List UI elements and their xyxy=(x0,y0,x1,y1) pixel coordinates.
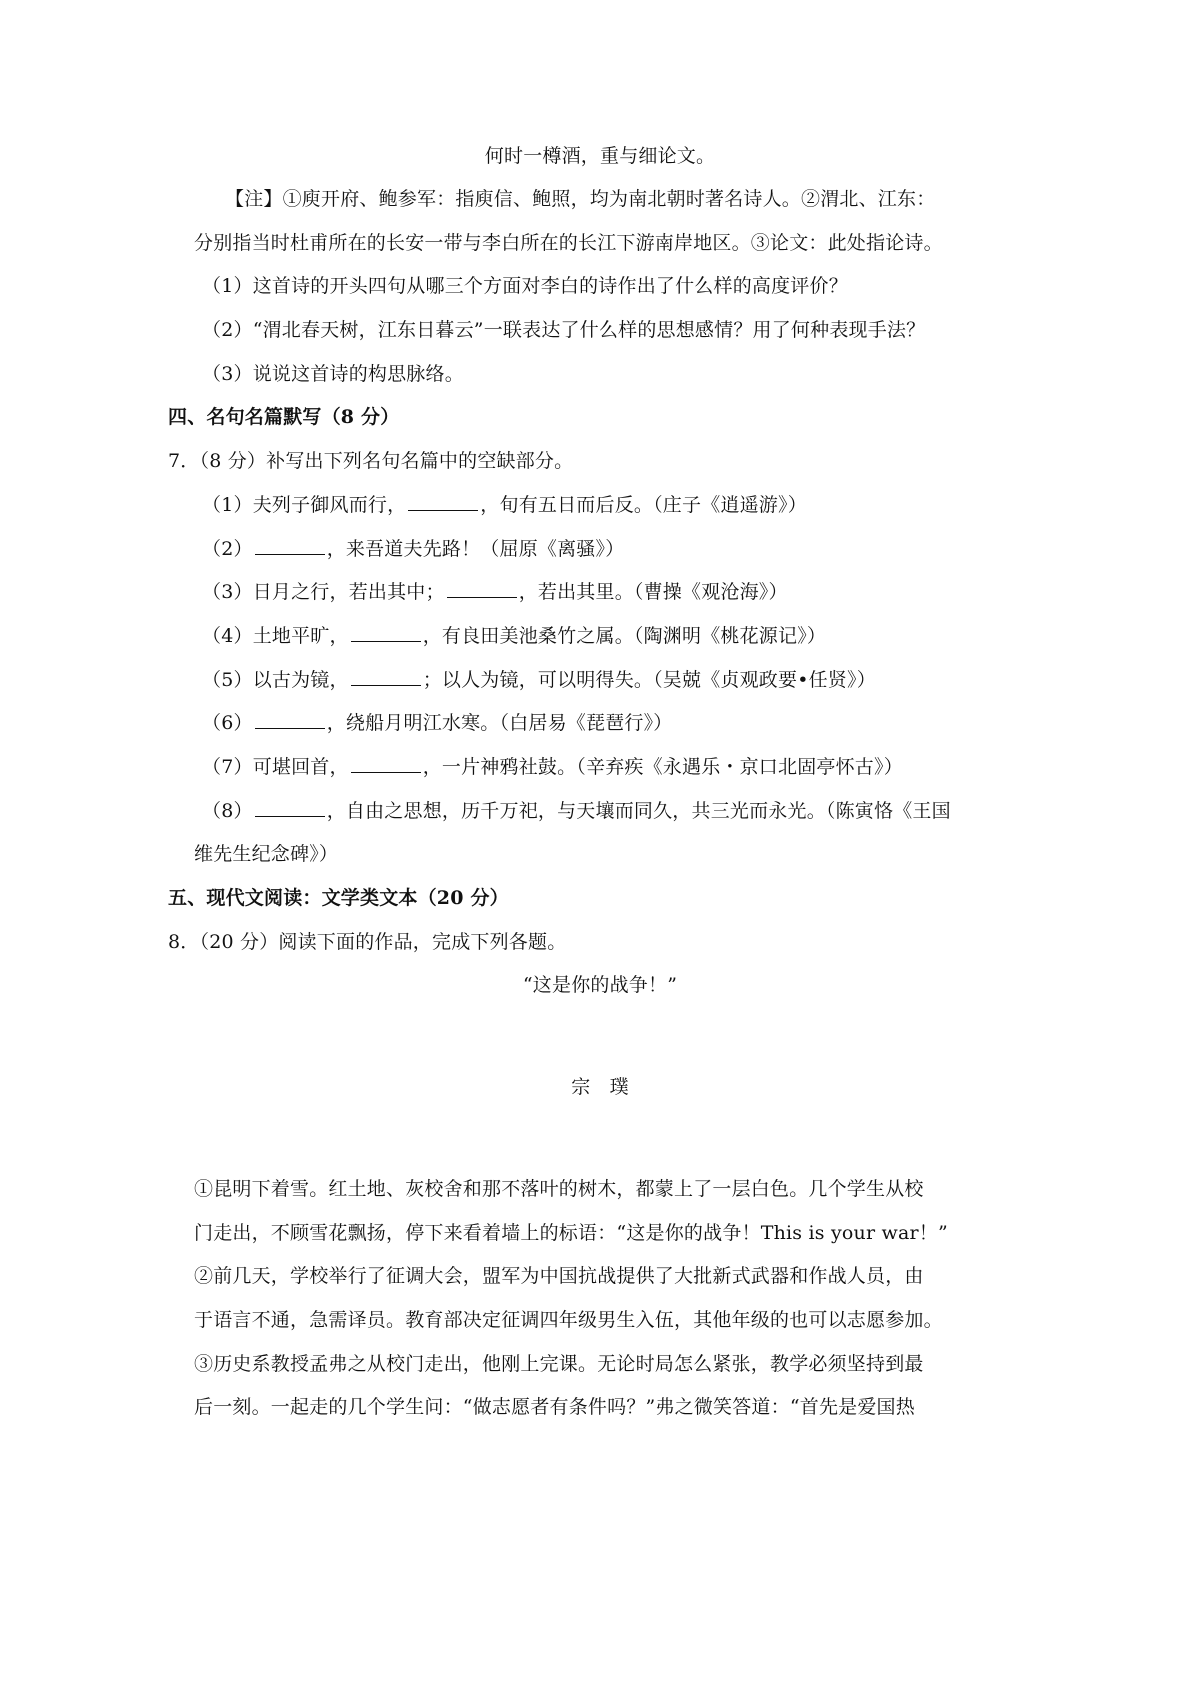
question-8-intro: 8．（20 分）阅读下面的作品，完成下列各题。 xyxy=(168,931,567,953)
poem-question-1: （1）这首诗的开头四句从哪三个方面对李白的诗作出了什么样的高度评价？ xyxy=(202,275,848,297)
answer-blank xyxy=(351,667,421,686)
answer-blank xyxy=(408,492,478,511)
section-4-heading: 四、名句名篇默写（8 分） xyxy=(168,406,400,428)
recitation-item-1 xyxy=(202,492,807,518)
article-author: 宗 璞 xyxy=(571,1076,629,1098)
item-7-pre: （7）可堪回首， xyxy=(202,756,349,778)
item-8-pre: （8） xyxy=(202,800,253,822)
item-1-post: ，旬有五日而后反。（庄子《逍遥游》） xyxy=(480,494,807,516)
item-3-post: ，若出其里。（曹操《观沧海》） xyxy=(518,581,788,603)
item-4-post: ，有良田美池桑竹之属。（陶渊明《桃花源记》） xyxy=(422,625,827,647)
question-7-intro: 7．（8 分）补写出下列名句名篇中的空缺部分。 xyxy=(168,450,574,472)
item-2-pre: （2） xyxy=(202,538,253,560)
recitation-item-4 xyxy=(202,623,826,649)
note-line-1: 【注】①庾开府、鲍参军：指庾信、鲍照，均为南北朝时著名诗人。②渭北、江东： xyxy=(225,188,936,210)
section-5-heading: 五、现代文阅读：文学类文本（20 分） xyxy=(168,887,509,909)
poem-question-3: （3）说说这首诗的构思脉络。 xyxy=(202,363,464,385)
paragraph-line-3: ②前几天，学校举行了征调大会，盟军为中国抗战提供了大批新式武器和作战人员，由 xyxy=(194,1265,924,1287)
answer-blank xyxy=(255,710,325,729)
answer-blank xyxy=(255,798,325,817)
poem-question-2: （2）“渭北春天树，江东日暮云”一联表达了什么样的思想感情？用了何种表现手法？ xyxy=(202,319,926,341)
answer-blank xyxy=(351,623,421,642)
answer-blank xyxy=(351,754,421,773)
recitation-item-6 xyxy=(202,710,673,736)
paragraph-line-6: 后一刻。一起走的几个学生问：“做志愿者有条件吗？”弗之微笑答道：“首先是爱国热 xyxy=(194,1396,915,1418)
article-title: “这是你的战争！” xyxy=(522,974,678,996)
item-6-post: ，绕船月明江水寒。（白居易《琵琶行》） xyxy=(326,712,673,734)
poem-last-line: 何时一樽酒，重与细论文。 xyxy=(484,145,716,167)
recitation-item-5 xyxy=(202,667,876,693)
item-5-pre: （5）以古为镜， xyxy=(202,669,349,691)
paragraph-line-1: ①昆明下着雪。红土地、灰校舍和那不落叶的树木，都蒙上了一层白色。几个学生从校 xyxy=(194,1178,924,1200)
note-line-2: 分别指当时杜甫所在的长安一带与李白所在的长江下游南岸地区。③论文：此处指论诗。 xyxy=(194,232,943,254)
item-3-pre: （3）日月之行，若出其中； xyxy=(202,581,445,603)
item-1-pre: （1）夫列子御风而行， xyxy=(202,494,407,516)
paragraph-line-2: 门走出，不顾雪花飘扬，停下来看着墙上的标语：“这是你的战争！This is your war！” xyxy=(194,1222,948,1244)
paragraph-line-5: ③历史系教授孟弗之从校门走出，他刚上完课。无论时局怎么紧张，教学必须坚持到最 xyxy=(194,1353,924,1375)
answer-blank xyxy=(447,579,517,598)
recitation-item-7 xyxy=(202,754,903,780)
answer-blank xyxy=(255,536,325,555)
item-6-pre: （6） xyxy=(202,712,253,734)
recitation-item-8-continued: 维先生纪念碑》） xyxy=(194,843,339,865)
item-4-pre: （4）土地平旷， xyxy=(202,625,349,647)
item-8-post: ，自由之思想，历千万祀，与天壤而同久，共三光而永光。（陈寅恪《王国 xyxy=(326,800,951,822)
recitation-item-2 xyxy=(202,536,624,562)
item-2-post: ，来吾道夫先路！（屈原《离骚》） xyxy=(326,538,625,560)
recitation-item-8 xyxy=(202,798,951,824)
recitation-item-3 xyxy=(202,579,788,605)
item-5-post: ；以人为镜，可以明得失。（吴兢《贞观政要•任贤》） xyxy=(422,669,876,691)
paragraph-line-4: 于语言不通，急需译员。教育部决定征调四年级男生入伍，其他年级的也可以志愿参加。 xyxy=(194,1309,943,1331)
item-7-post: ，一片神鸦社鼓。（辛弃疾《永遇乐・京口北固亭怀古》） xyxy=(422,756,903,778)
